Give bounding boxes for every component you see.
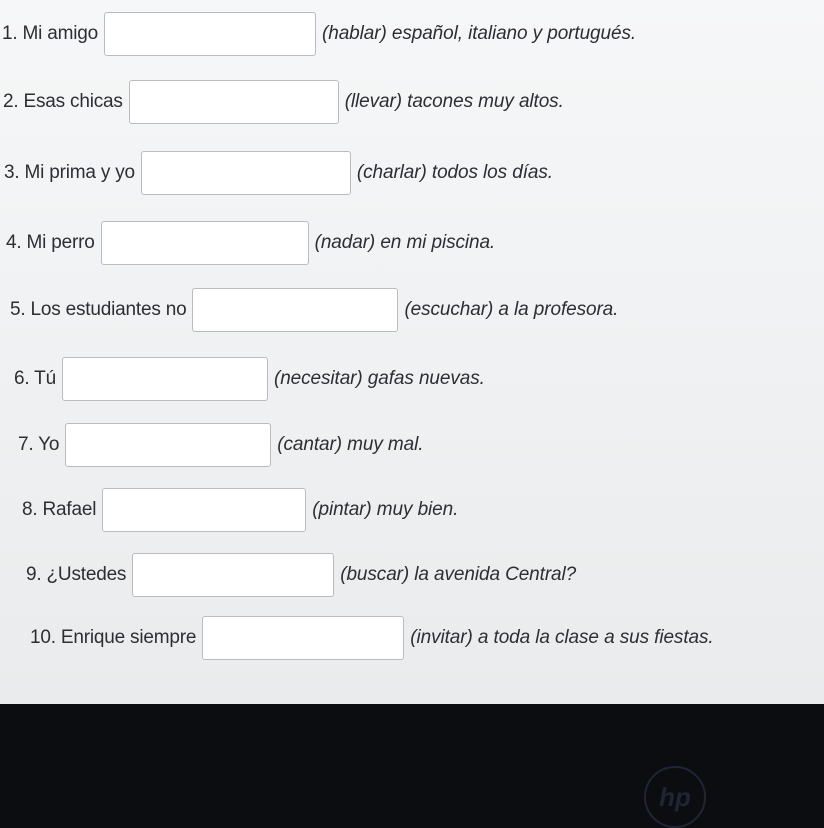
item-2-answer-input[interactable] — [129, 80, 339, 124]
item-1-subject: 1. Mi amigo — [2, 23, 99, 44]
item-2-subject: 2. Esas chicas — [3, 91, 123, 112]
exercise-row-10 — [30, 616, 714, 660]
item-9-subject: 9. ¿Ustedes — [26, 564, 127, 585]
exercise-row-2 — [3, 80, 564, 124]
item-7-hint: (cantar) muy mal. — [277, 434, 424, 455]
item-4-subject: 4. Mi perro — [6, 232, 95, 253]
item-10-subject: 10. Enrique siempre — [30, 627, 197, 648]
item-4-answer-input[interactable] — [101, 221, 309, 265]
item-3-answer-input[interactable] — [141, 151, 351, 195]
exercise-row-1 — [2, 12, 636, 56]
exercise-row-8 — [22, 488, 458, 532]
item-10-hint: (invitar) a toda la clase a sus fiestas. — [410, 627, 714, 648]
exercise-row-7 — [18, 423, 423, 467]
item-5-subject: 5. Los estudiantes no — [10, 299, 187, 320]
item-6-hint: (necesitar) gafas nuevas. — [273, 368, 485, 389]
item-1-hint: (hablar) español, italiano y portugués. — [322, 23, 637, 44]
exercise-row-3 — [4, 151, 553, 195]
item-9-hint: (buscar) la avenida Central? — [340, 564, 577, 585]
exercise-row-4 — [6, 221, 495, 265]
exercise-row-9 — [26, 553, 576, 597]
item-5-hint: (escuchar) a la profesora. — [404, 299, 619, 320]
item-7-answer-input[interactable] — [65, 423, 271, 467]
item-2-hint: (llevar) tacones muy altos. — [344, 91, 564, 112]
item-7-subject: 7. Yo — [18, 434, 60, 455]
exercise-row-6 — [14, 357, 485, 401]
item-8-hint: (pintar) muy bien. — [312, 499, 459, 520]
item-8-subject: 8. Rafael — [22, 499, 97, 520]
item-4-hint: (nadar) en mi piscina. — [314, 232, 496, 253]
item-6-answer-input[interactable] — [62, 357, 268, 401]
item-1-answer-input[interactable] — [104, 12, 316, 56]
item-10-answer-input[interactable] — [202, 616, 404, 660]
item-3-subject: 3. Mi prima y yo — [4, 162, 135, 183]
item-5-answer-input[interactable] — [192, 288, 398, 332]
exercise-row-5 — [10, 288, 618, 332]
hp-logo-icon: hp — [644, 766, 706, 828]
item-3-hint: (charlar) todos los días. — [356, 162, 553, 183]
item-8-answer-input[interactable] — [102, 488, 306, 532]
item-6-subject: 6. Tú — [14, 368, 56, 389]
item-9-answer-input[interactable] — [132, 553, 334, 597]
